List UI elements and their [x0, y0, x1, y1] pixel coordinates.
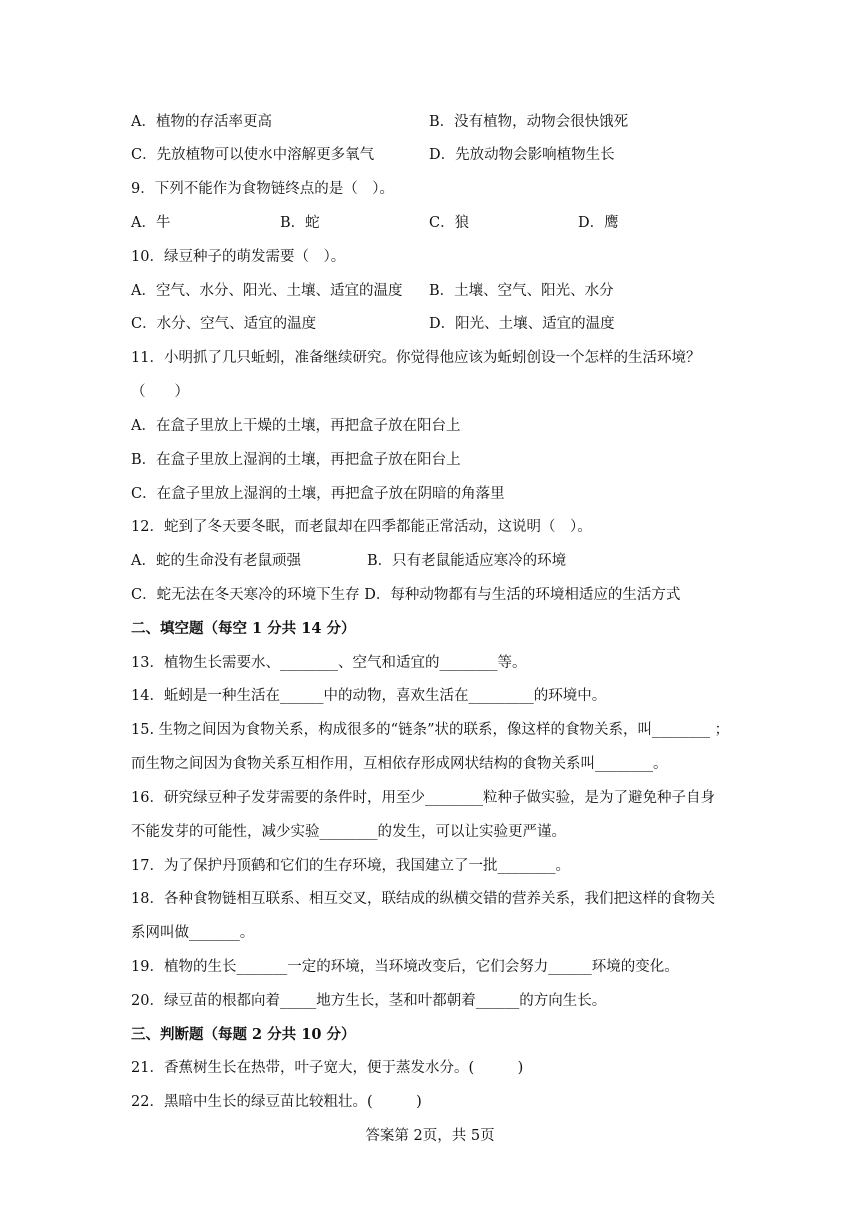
option-b: B．只有老鼠能适应寒冷的环境	[367, 553, 567, 569]
question-9: 9．下列不能作为食物链终点的是（ ）。	[131, 181, 394, 197]
option-a: A．空气、水分、阳光、土壤、适宜的温度	[131, 283, 403, 299]
q12-options-ab	[131, 551, 566, 571]
q10-options-cd	[131, 314, 615, 334]
option-b: B．土壤、空气、阳光、水分	[429, 283, 614, 299]
question-22: 22．黑暗中生长的绿豆苗比较粗壮。( )	[131, 1094, 422, 1110]
option-d: D．鹰	[578, 215, 619, 231]
option-b: B．蛇	[280, 215, 320, 231]
option-d: D．阳光、土壤、适宜的温度	[429, 316, 615, 332]
question-12: 12．蛇到了冬天要冬眠，而老鼠却在四季都能正常活动，这说明（ ）。	[131, 519, 592, 535]
question-20: 20．绿豆苗的根都向着_____地方生长，茎和叶都朝着______的方向生长。	[131, 993, 607, 1009]
question-15: 15. 生物之间因为食物关系，构成很多的“链条”状的联系，像这样的食物关系，叫________ ；	[131, 722, 730, 738]
answer-paren: （ ）	[131, 384, 189, 400]
section-heading-fill-in: 二、填空题（每空 1 分共 14 分）	[131, 620, 356, 637]
option-c: C．先放植物可以使水中溶解更多氧气	[131, 147, 375, 163]
option-a: A．植物的存活率更高	[131, 114, 272, 130]
option-b: B．没有植物，动物会很快饿死	[429, 114, 629, 130]
question-13: 13．植物生长需要水、________、空气和适宜的________等。	[131, 655, 527, 671]
question-11: 11．小明抓了几只蚯蚓，准备继续研究。你觉得他应该为蚯蚓创设一个怎样的生活环境？	[131, 350, 701, 366]
question-15-continued: 而生物之间因为食物关系互相作用，互相依存形成网状结构的食物关系叫________。	[131, 756, 668, 772]
option-a: A．在盒子里放上干燥的土壤，再把盒子放在阳台上	[131, 418, 461, 434]
q9-options	[131, 213, 619, 233]
question-14: 14．蚯蚓是一种生活在______中的动物，喜欢生活在_________的环境中。	[131, 688, 607, 704]
page-footer: 答案第 2页，共 5页	[365, 1128, 495, 1144]
section-heading-true-false: 三、判断题（每题 2 分共 10 分）	[131, 1026, 356, 1043]
question-16: 16．研究绿豆种子发芽需要的条件时，用至少________粒种子做实验，是为了避免种子自身	[131, 790, 715, 806]
q12-options-cd: C．蛇无法在冬天寒冷的环境下生存 D．每种动物都有与生活的环境相适应的生活方式	[131, 587, 681, 603]
q10-options-ab	[131, 281, 614, 301]
question-19: 19．植物的生长_______一定的环境，当环境改变后，它们会努力______环境的变化。	[131, 959, 679, 975]
question-16-continued: 不能发芽的可能性，减少实验________的发生，可以让实验更严谨。	[131, 824, 566, 840]
option-d: D．先放动物会影响植物生长	[429, 147, 615, 163]
option-a: A．蛇的生命没有老鼠顽强	[131, 553, 301, 569]
question-21: 21．香蕉树生长在热带，叶子宽大，便于蒸发水分。( )	[131, 1060, 524, 1076]
option-a: A．牛	[131, 215, 171, 231]
q8-options-ab	[131, 112, 628, 132]
question-18-continued: 系网叫做_______。	[131, 925, 255, 941]
question-17: 17．为了保护丹顶鹤和它们的生存环境，我国建立了一批________。	[131, 858, 570, 874]
option-c: C．水分、空气、适宜的温度	[131, 316, 317, 332]
option-b: B．在盒子里放上湿润的土壤，再把盒子放在阳台上	[131, 452, 461, 468]
question-18: 18．各种食物链相互联系、相互交叉，联结成的纵横交错的营养关系，我们把这样的食物关	[131, 891, 715, 907]
q8-options-cd	[131, 145, 615, 165]
option-c: C．狼	[429, 215, 470, 231]
option-c: C．在盒子里放上湿润的土壤，再把盒子放在阴暗的角落里	[131, 486, 505, 502]
question-10: 10．绿豆种子的萌发需要（ ）。	[131, 249, 346, 265]
